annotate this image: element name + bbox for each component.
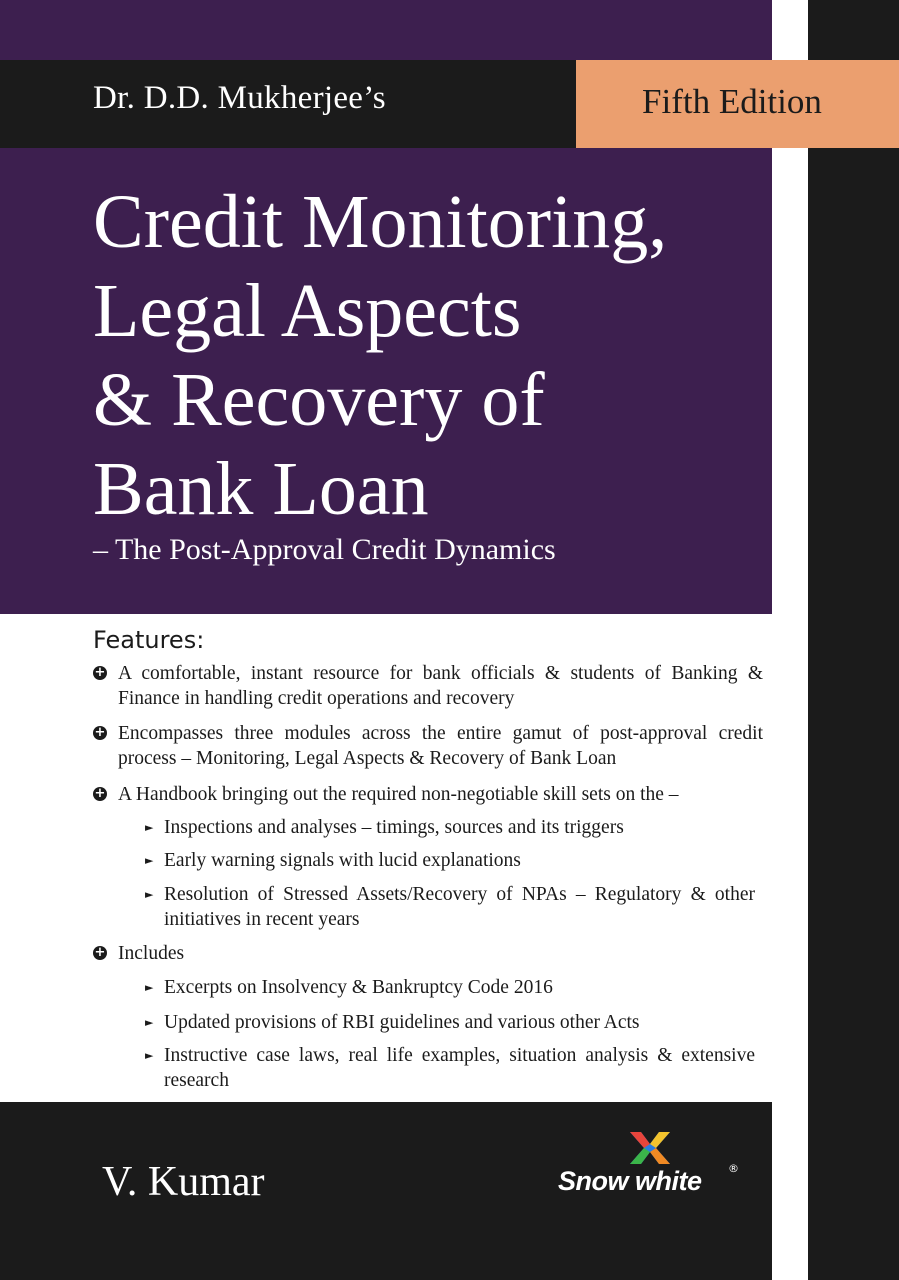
plus-circle-icon: +: [94, 665, 106, 680]
series-author-band: [0, 60, 576, 148]
feature-subitem: ► Early warning signals with lucid explanations: [145, 850, 521, 871]
series-author: Dr. D.D. Mukherjee’s: [93, 80, 386, 116]
title-line-3: & Recovery of: [93, 358, 545, 442]
title-line-4: Bank Loan: [93, 447, 429, 531]
feature-subitem: ► Instructive case laws, real life examples, situation analysis & extensive research: [145, 1045, 755, 1091]
triangle-right-icon: ►: [145, 888, 154, 901]
feature-item: + Encompasses three modules across the entire gamut of post-approval credit process – Monitoring, Legal Aspects & Recovery of Bank Loan: [94, 723, 763, 769]
feature-subitem: ► Inspections and analyses – timings, sources and its triggers: [145, 817, 624, 838]
feature-item: + A Handbook bringing out the required non-negotiable skill sets on the –: [94, 784, 679, 805]
title-block: [0, 148, 772, 614]
feature-subitem: ► Updated provisions of RBI guidelines and various other Acts: [145, 1012, 640, 1033]
feature-subitem: ► Excerpts on Insolvency & Bankruptcy Code 2016: [145, 977, 553, 998]
triangle-right-icon: ►: [145, 854, 154, 867]
features-heading: Features:: [93, 626, 205, 654]
plus-circle-icon: +: [94, 786, 106, 801]
title-line-1: Credit Monitoring,: [93, 180, 668, 264]
edition-label: Fifth Edition: [642, 82, 822, 121]
triangle-right-icon: ►: [145, 1016, 154, 1029]
top-purple-band: [0, 0, 772, 60]
features-section: [0, 614, 772, 1102]
edition-badge: [576, 60, 899, 148]
title-line-2: Legal Aspects: [93, 269, 522, 353]
bottom-band: [0, 1102, 772, 1280]
triangle-right-icon: ►: [145, 1049, 154, 1062]
triangle-right-icon: ►: [145, 821, 154, 834]
right-dark-bar: [808, 0, 899, 1280]
feature-item: + Includes: [94, 943, 185, 964]
subtitle: – The Post-Approval Credit Dynamics: [93, 533, 556, 566]
feature-subitem: ► Resolution of Stressed Assets/Recovery of NPAs – Regulatory & other initiatives in recent years: [145, 884, 755, 930]
triangle-right-icon: ►: [145, 981, 154, 994]
author-name: V. Kumar: [102, 1159, 265, 1205]
publisher-name: Snow white: [558, 1166, 702, 1196]
feature-item: + A comfortable, instant resource for bank officials & students of Banking & Finance in handling credit operations and recovery: [94, 663, 763, 709]
publisher-logo: [558, 1130, 748, 1210]
plus-circle-icon: +: [94, 945, 106, 960]
snow-white-logo-icon: [628, 1130, 672, 1166]
white-spine-strip: [772, 0, 808, 1280]
registered-mark: ®: [728, 1162, 739, 1175]
plus-circle-icon: +: [94, 725, 106, 740]
